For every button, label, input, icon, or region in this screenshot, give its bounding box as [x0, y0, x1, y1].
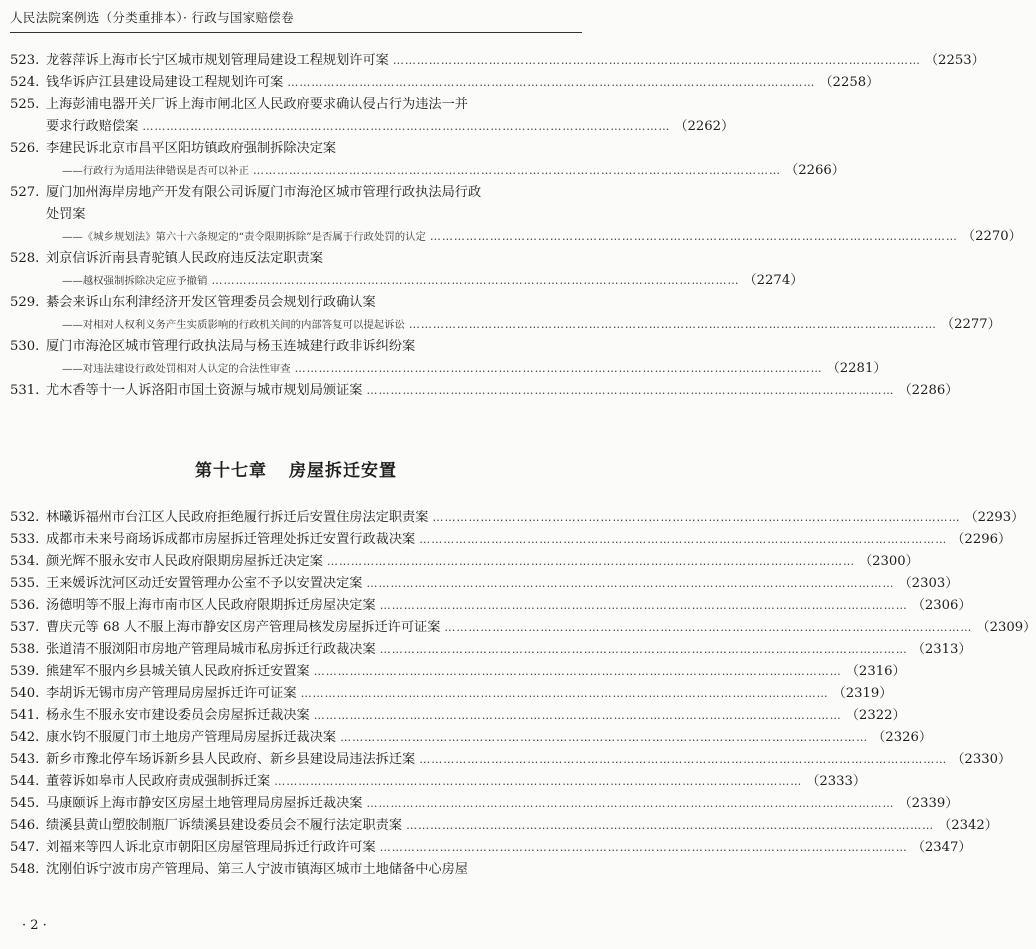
- chapter-number: 第十七章: [195, 461, 267, 481]
- leader-dots: [380, 639, 908, 661]
- entry-subtitle: ——对违法建设行政处罚相对人认定的合法性审查: [62, 363, 291, 375]
- leader-dots: [393, 50, 921, 72]
- leader-dots: [340, 727, 868, 749]
- entry-page: （2306）: [911, 598, 972, 613]
- toc-section-2: [10, 507, 1036, 881]
- toc-entry: [10, 727, 933, 749]
- entry-number: 544.: [10, 774, 40, 789]
- entry-page: （2303）: [898, 576, 959, 591]
- leader-dots: [367, 793, 895, 815]
- entry-page: （2277）: [940, 317, 1001, 332]
- toc-entry: [10, 749, 1012, 771]
- leader-dots: [367, 380, 895, 402]
- entry-number: 537.: [10, 620, 40, 635]
- entry-title: 要求行政赔偿案: [46, 119, 139, 134]
- entry-subtitle-line: [10, 160, 845, 182]
- entry-title: 龙蓉萍诉上海市长宁区城市规划管理局建设工程规划许可案: [46, 53, 389, 68]
- toc-entry-line: [10, 507, 1025, 529]
- toc-entry-line: [10, 639, 972, 661]
- toc-entry-line: [10, 116, 735, 138]
- entry-title: 王来媛诉沈河区动迁安置管理办公室不予以安置决定案: [46, 576, 363, 591]
- entry-title: 马康颐诉上海市静安区房屋土地管理局房屋拆迁裁决案: [46, 796, 363, 811]
- entry-number: 541.: [10, 708, 40, 723]
- leader-dots: [406, 815, 934, 837]
- toc-entry-line: [10, 705, 906, 727]
- entry-number: 523.: [10, 53, 40, 68]
- header-divider: [10, 32, 582, 33]
- entry-page: （2333）: [806, 774, 867, 789]
- toc-entry: [10, 138, 845, 182]
- toc-entry: [10, 639, 972, 661]
- toc-entry-line: [10, 727, 933, 749]
- entry-subtitle: ——越权强制拆除决定应予撤销: [62, 275, 208, 287]
- entry-title: 汤德明等不服上海市南市区人民政府限期拆迁房屋决定案: [46, 598, 376, 613]
- toc-entry: [10, 380, 959, 402]
- entry-title: 李建民诉北京市昌平区阳坊镇政府强制拆除决定案: [46, 141, 337, 156]
- entry-number: 527.: [10, 185, 40, 200]
- toc-entry-line: [10, 380, 959, 402]
- toc-entry-line: [10, 749, 1012, 771]
- leader-dots: [211, 270, 739, 292]
- entry-number: 525.: [10, 97, 40, 112]
- entry-page: （2347）: [911, 840, 972, 855]
- toc-entry: [10, 551, 919, 573]
- entry-page: （2339）: [898, 796, 959, 811]
- leader-dots: [380, 837, 908, 859]
- toc-entry-line: [10, 573, 959, 595]
- toc-entry: [10, 573, 959, 595]
- toc-entry-line: [10, 551, 919, 573]
- toc-entry-line: [10, 138, 580, 160]
- entry-page: （2319）: [832, 686, 893, 701]
- entry-subtitle: ——《城乡规划法》第六十六条规定的“责令限期拆除”是否属于行政处罚的认定: [62, 231, 426, 243]
- entry-title: 熊建军不服内乡县城关镇人民政府拆迁安置案: [46, 664, 310, 679]
- toc-entry-line: [10, 617, 1036, 639]
- entry-title: 刘京信诉沂南县青驼镇人民政府违反法定职责案: [46, 251, 323, 266]
- entry-page: （2266）: [785, 163, 845, 178]
- entry-number: 534.: [10, 554, 40, 569]
- toc-entry-line: [10, 837, 972, 859]
- entry-number: 543.: [10, 752, 40, 767]
- leader-dots: [419, 749, 947, 771]
- page-number: · 2 ·: [22, 918, 47, 933]
- toc-entry: [10, 683, 893, 705]
- entry-title: 康水钧不服厦门市土地房产管理局房屋拆迁裁决案: [46, 730, 337, 745]
- entry-title: 厦门市海沧区城市管理行政执法局与杨玉连城建行政非诉纠纷案: [46, 339, 416, 354]
- leader-dots: [419, 529, 947, 551]
- entry-title: 钱华诉庐江县建设局建设工程规划许可案: [46, 75, 284, 90]
- leader-dots: [142, 116, 670, 138]
- entry-number: 542.: [10, 730, 40, 745]
- entry-title: 成都市未来号商场诉成都市房屋拆迁管理处拆迁安置行政裁决案: [46, 532, 416, 547]
- entry-title: 新乡市豫北停车场诉新乡县人民政府、新乡县建设局违法拆迁案: [46, 752, 416, 767]
- entry-subtitle: ——行政行为适用法律错误是否可以补正: [62, 165, 250, 177]
- entry-title: 厦门加州海岸房地产开发有限公司诉厦门市海沧区城市管理行政执法局行政: [46, 185, 482, 200]
- toc-entry-line: [10, 683, 893, 705]
- toc-entry: [10, 248, 804, 292]
- entry-title: 张道清不服浏阳市房地产管理局城市私房拆迁行政裁决案: [46, 642, 376, 657]
- entry-page: （2300）: [858, 554, 919, 569]
- entry-number: 533.: [10, 532, 40, 547]
- entry-page: （2293）: [964, 510, 1025, 525]
- leader-dots: [409, 314, 937, 336]
- entry-page: （2330）: [951, 752, 1012, 767]
- entry-number: 532.: [10, 510, 40, 525]
- toc-entry: [10, 292, 1001, 336]
- toc-entry-line: [10, 50, 985, 72]
- entry-subtitle-line: [10, 270, 804, 292]
- toc-entry-line: [10, 859, 580, 881]
- entry-title: 林曦诉福州市台江区人民政府拒绝履行拆迁后安置住房法定职责案: [46, 510, 429, 525]
- entry-page: （2296）: [951, 532, 1012, 547]
- entry-title: 颜光辉不服永安市人民政府限期房屋拆迁决定案: [46, 554, 323, 569]
- leader-dots: [314, 705, 842, 727]
- entry-page: （2313）: [911, 642, 972, 657]
- entry-number: 531.: [10, 383, 40, 398]
- entry-number: 538.: [10, 642, 40, 657]
- entry-title: 处罚案: [46, 207, 86, 222]
- entry-title: 上海彭浦电器开关厂诉上海市闸北区人民政府要求确认侵占行为违法一并: [46, 97, 468, 112]
- entry-number: 546.: [10, 818, 40, 833]
- entry-page: （2270）: [961, 229, 1022, 244]
- toc-entry: [10, 815, 998, 837]
- leader-dots: [444, 617, 972, 639]
- entry-page: （2316）: [845, 664, 906, 679]
- entry-page: （2326）: [872, 730, 933, 745]
- leader-dots: [380, 595, 908, 617]
- entry-title: 綦会来诉山东利津经济开发区管理委员会规划行政确认案: [46, 295, 376, 310]
- leader-dots: [430, 226, 958, 248]
- toc-entry-line: [10, 771, 867, 793]
- entry-title: 沈刚伯诉宁波市房产管理局、第三人宁波市镇海区城市土地储备中心房屋: [46, 862, 468, 877]
- toc-entry: [10, 705, 906, 727]
- entry-subtitle-line: [10, 358, 887, 380]
- entry-number: 539.: [10, 664, 40, 679]
- entry-subtitle-line: [10, 226, 1022, 248]
- entry-number: 535.: [10, 576, 40, 591]
- entry-number: 528.: [10, 251, 40, 266]
- toc-entry: [10, 50, 985, 72]
- entry-number: 547.: [10, 840, 40, 855]
- toc-entry: [10, 507, 1025, 529]
- toc-entry: [10, 595, 972, 617]
- toc-entry: [10, 859, 580, 881]
- entry-title: 刘福来等四人诉北京市朝阳区房屋管理局拆迁行政许可案: [46, 840, 376, 855]
- entry-number: 526.: [10, 141, 40, 156]
- entry-page: （2262）: [674, 119, 735, 134]
- leader-dots: [274, 771, 802, 793]
- toc-entry-line: [10, 336, 580, 358]
- entry-page: （2274）: [743, 273, 804, 288]
- entry-page: （2281）: [826, 361, 887, 376]
- toc-entry: [10, 94, 735, 138]
- toc-entry: [10, 661, 906, 683]
- toc-entry: [10, 529, 1012, 551]
- entry-page: （2253）: [924, 53, 985, 68]
- entry-title: 杨永生不服永安市建设委员会房屋拆迁裁决案: [46, 708, 310, 723]
- entry-number: 530.: [10, 339, 40, 354]
- leader-dots: [287, 72, 815, 94]
- leader-dots: [367, 573, 895, 595]
- entry-number: 524.: [10, 75, 40, 90]
- toc-entry: [10, 72, 880, 94]
- toc-entry-line: [10, 72, 880, 94]
- entry-page: （2258）: [819, 75, 880, 90]
- leader-dots: [432, 507, 960, 529]
- toc-entry-line: [10, 661, 906, 683]
- toc-entry-line: [10, 815, 998, 837]
- toc-entry: [10, 793, 959, 815]
- toc-section-1: [10, 50, 1022, 402]
- toc-entry: [10, 182, 1022, 248]
- leader-dots: [327, 551, 855, 573]
- entry-number: 529.: [10, 295, 40, 310]
- toc-entry: [10, 617, 1036, 639]
- toc-entry-line: [10, 204, 580, 226]
- entry-page: （2342）: [938, 818, 998, 833]
- entry-title: 绩溪县黄山塑胶制瓶厂诉绩溪县建设委员会不履行法定职责案: [46, 818, 403, 833]
- entry-page: （2322）: [845, 708, 906, 723]
- toc-entry: [10, 837, 972, 859]
- entry-number: 536.: [10, 598, 40, 613]
- entry-title: 董蓉诉如皋市人民政府责成强制拆迁案: [46, 774, 271, 789]
- leader-dots: [253, 160, 781, 182]
- toc-entry-line: [10, 182, 580, 204]
- entry-subtitle: ——对相对人权利义务产生实质影响的行政机关间的内部答复可以提起诉讼: [62, 319, 405, 331]
- chapter-title: 房屋拆迁安置: [289, 461, 397, 481]
- entry-page: （2286）: [898, 383, 959, 398]
- toc-entry: [10, 771, 867, 793]
- entry-title: 曹庆元等 68 人不服上海市静安区房产管理局核发房屋拆迁许可证案: [46, 620, 441, 635]
- toc-entry-line: [10, 248, 580, 270]
- leader-dots: [295, 358, 823, 380]
- toc-entry-line: [10, 793, 959, 815]
- chapter-heading: [0, 456, 592, 481]
- entry-title: 李胡诉无锡市房产管理局房屋拆迁许可证案: [46, 686, 297, 701]
- entry-number: 548.: [10, 862, 40, 877]
- entry-number: 545.: [10, 796, 40, 811]
- entry-subtitle-line: [10, 314, 1001, 336]
- toc-entry-line: [10, 529, 1012, 551]
- entry-page: （2309）: [976, 620, 1036, 635]
- toc-entry-line: [10, 292, 580, 314]
- toc-entry-line: [10, 595, 972, 617]
- entry-number: 540.: [10, 686, 40, 701]
- entry-title: 尤木香等十一人诉洛阳市国土资源与城市规划局颁证案: [46, 383, 363, 398]
- toc-entry: [10, 336, 887, 380]
- leader-dots: [314, 661, 842, 683]
- toc-entry-line: [10, 94, 580, 116]
- leader-dots: [301, 683, 829, 705]
- running-header: 人民法院案例选（分类重排本）· 行政与国家赔偿卷: [10, 10, 294, 25]
